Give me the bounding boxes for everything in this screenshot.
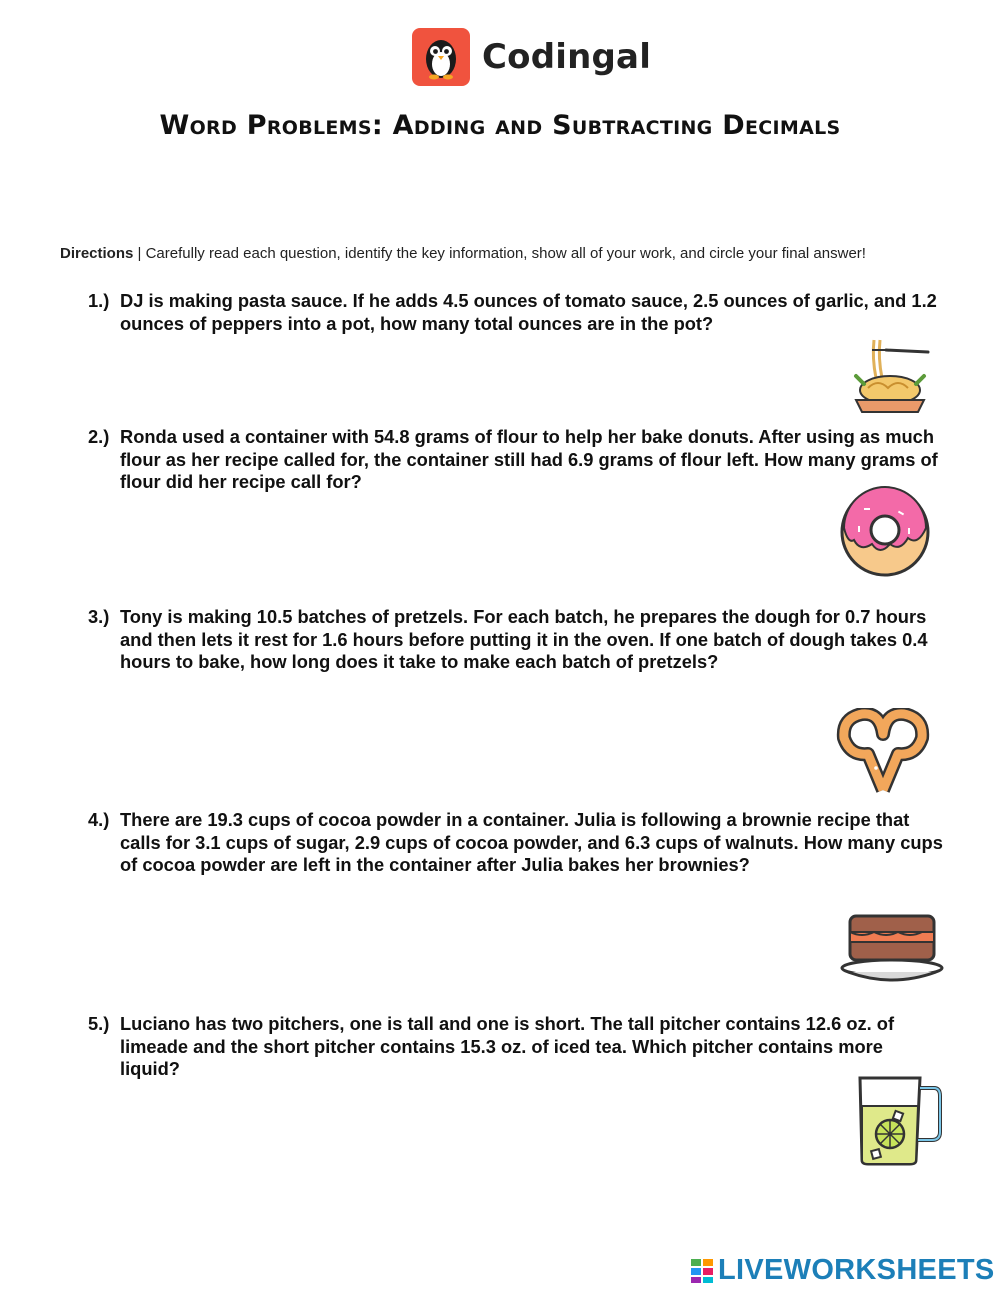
question-text: Tony is making 10.5 batches of pretzels. For each batch, he prepares the dough for 0.7 hours and then lets it rest for 1.6 hours before putting it in the oven. If one batch of dough takes 0.4 hours to bake, how long does it take to make each batch of pretzels? bbox=[120, 606, 928, 672]
pitcher-icon bbox=[854, 1074, 944, 1171]
donut-icon bbox=[838, 486, 932, 583]
directions-label: Directions bbox=[60, 245, 134, 262]
question-number: 5.) bbox=[88, 1013, 110, 1034]
question-number: 3.) bbox=[88, 606, 110, 627]
liveworksheets-blocks-icon bbox=[690, 1258, 714, 1284]
cake-icon bbox=[838, 912, 946, 991]
pretzel-icon bbox=[836, 708, 930, 799]
worksheet-title: Word Problems: Adding and Subtracting Decimals bbox=[159, 110, 841, 141]
question-text: Ronda used a container with 54.8 grams of flour to help her bake donuts. After using as much flour as her recipe called for, the container still had 6.9 grams of flour left. How many grams of flour did her recipe call for? bbox=[120, 426, 938, 492]
question-text: Luciano has two pitchers, one is tall and one is short. The tall pitcher contains 12.6 oz. of limeade and the short pitcher contains 15.3 oz. of iced tea. Which pitcher contains more liquid? bbox=[120, 1013, 895, 1079]
question-text: There are 19.3 cups of cocoa powder in a container. Julia is following a brownie recipe that calls for 3.1 cups of sugar, 2.9 cups of cocoa powder, and 6.3 cups of walnuts. How many cups of cocoa powder are left in the container after Julia bakes her brownies? bbox=[120, 809, 943, 875]
question-2 bbox=[88, 426, 948, 494]
question-number: 4.) bbox=[88, 809, 110, 830]
liveworksheets-text: LIVEWORKSHEETS bbox=[718, 1254, 995, 1286]
question-1 bbox=[88, 290, 948, 335]
question-text: DJ is making pasta sauce. If he adds 4.5 ounces of tomato sauce, 2.5 ounces of garlic, and 1.2 ounces of peppers into a pot, how many total ounces are in the pot? bbox=[120, 290, 937, 334]
question-number: 2.) bbox=[88, 426, 110, 447]
directions bbox=[60, 245, 960, 262]
brand-name: Codingal bbox=[482, 37, 652, 77]
pasta-icon bbox=[852, 338, 932, 421]
penguin-logo-icon bbox=[412, 28, 470, 86]
question-4 bbox=[88, 809, 948, 877]
directions-text: | Carefully read each question, identify the key information, show all of your work, and circle your final answer! bbox=[133, 245, 866, 262]
liveworksheets-logo bbox=[690, 1254, 995, 1287]
question-number: 1.) bbox=[88, 290, 110, 311]
question-5 bbox=[88, 1013, 948, 1081]
codingal-logo bbox=[412, 28, 651, 86]
question-3 bbox=[88, 606, 948, 674]
